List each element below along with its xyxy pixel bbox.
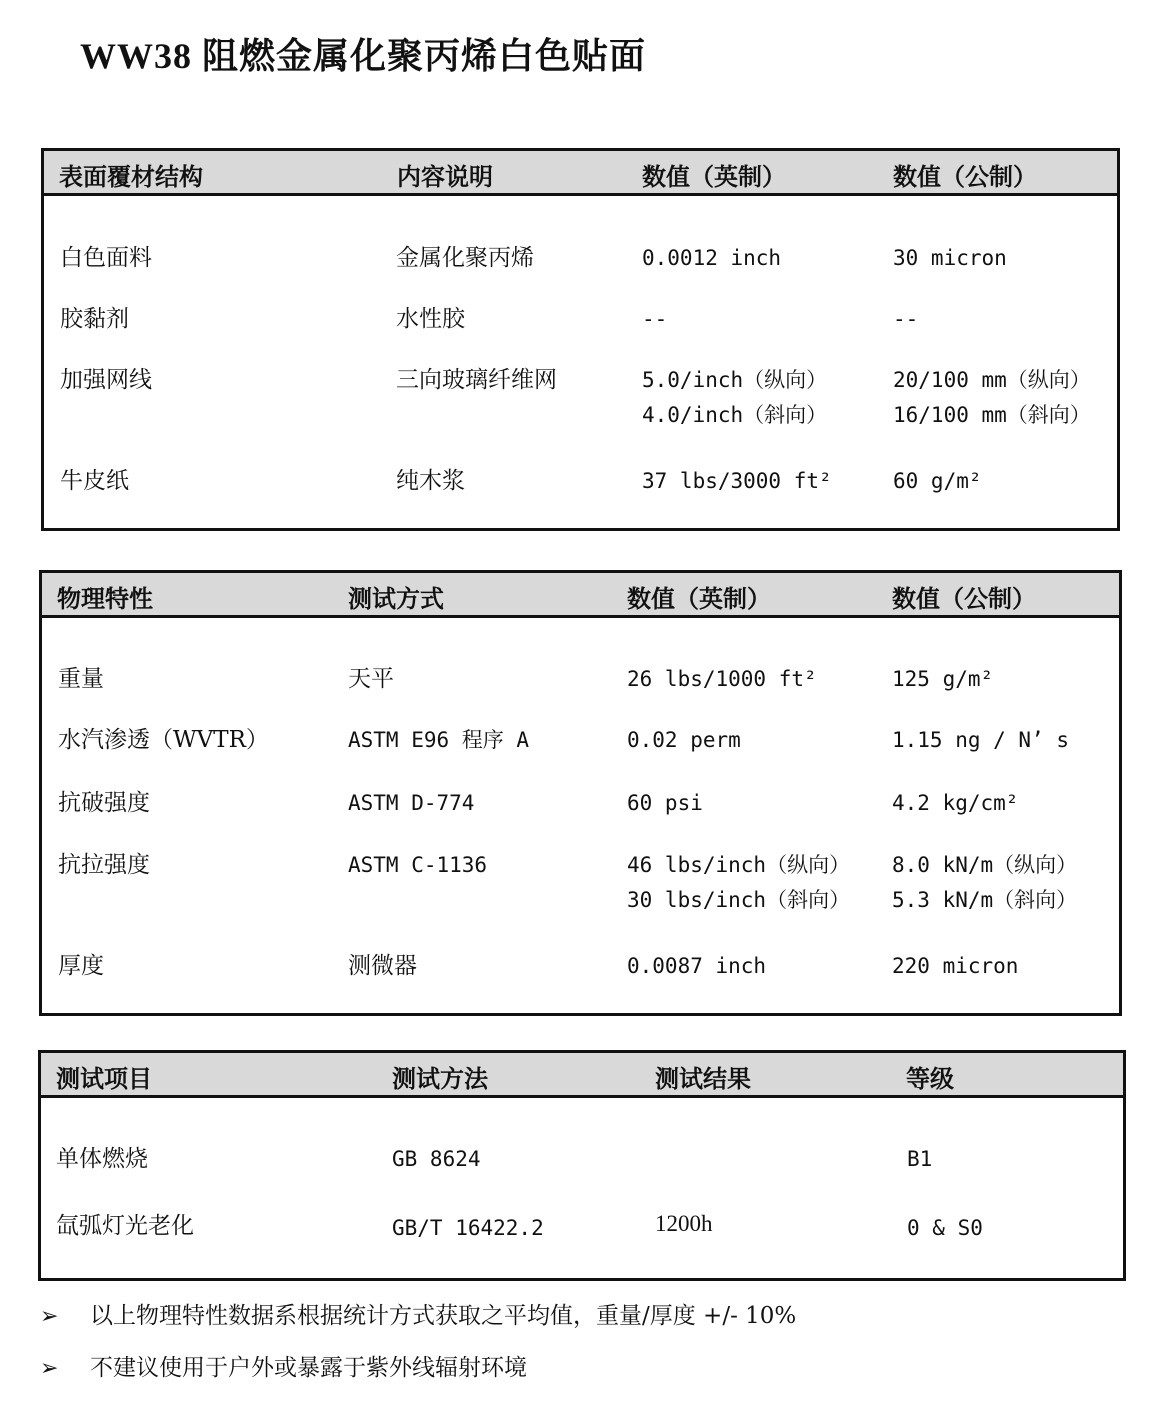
table-cell: GB/T 16422.2: [392, 1216, 544, 1240]
table-cell: 0.0012 inch: [642, 246, 782, 270]
column-header: 测试方式: [348, 585, 444, 613]
table-cell: 1.15 ng / N’ s: [892, 728, 1070, 752]
table-cell: 0.02 perm: [627, 728, 741, 752]
table-cell: 16/100 mm（斜向）: [893, 403, 1091, 427]
footnote: [40, 1297, 796, 1330]
table-cell: 20/100 mm（纵向）: [893, 368, 1091, 392]
table-cell: --: [642, 307, 668, 331]
table-header: [41, 1053, 1123, 1098]
table-cell: 水性胶: [396, 306, 465, 332]
table-cell: 抗破强度: [58, 790, 150, 816]
table-cell: 厚度: [58, 953, 104, 979]
table-cell: ASTM C-1136: [348, 853, 488, 877]
table-cell: 白色面料: [60, 245, 152, 271]
column-header: 数值（英制）: [627, 585, 771, 613]
table-cell: 4.0/inch（斜向）: [642, 403, 828, 427]
footnote-text: 以上物理特性数据系根据统计方式获取之平均值，重量/厚度 +/- 10%: [90, 1303, 797, 1329]
column-header: 测试方法: [392, 1065, 488, 1093]
footnote: [40, 1349, 527, 1382]
column-header: 数值（公制）: [892, 585, 1036, 613]
table-cell: 125 g/m²: [892, 667, 994, 691]
arrow-bullet-icon: ➢: [40, 1356, 59, 1381]
table-cell: GB 8624: [392, 1147, 481, 1171]
table-cell: 26 lbs/1000 ft²: [627, 667, 817, 691]
table-cell: B1: [907, 1147, 933, 1171]
table-header: [44, 151, 1117, 196]
table-cell: 水汽渗透（WVTR）: [58, 727, 269, 753]
table-cell: 加强网线: [60, 367, 152, 393]
table-cell: 1200h: [655, 1211, 713, 1236]
table-cell: 60 g/m²: [893, 469, 982, 493]
column-header: 数值（英制）: [642, 163, 786, 191]
table-cell: 37 lbs/3000 ft²: [642, 469, 832, 493]
table-cell: 天平: [348, 666, 394, 692]
table-cell: ASTM E96 程序 A: [348, 728, 530, 752]
table-cell: 胶黏剂: [60, 306, 129, 332]
column-header: 等级: [906, 1065, 954, 1093]
table-cell: --: [893, 307, 919, 331]
table-cell: 牛皮纸: [60, 468, 129, 494]
structure-table: [41, 148, 1120, 531]
column-header: 表面覆材结构: [59, 163, 203, 191]
table-cell: 三向玻璃纤维网: [396, 367, 557, 393]
table-cell: 5.3 kN/m（斜向）: [892, 888, 1078, 912]
arrow-bullet-icon: ➢: [40, 1304, 59, 1329]
table-cell: 30 micron: [893, 246, 1007, 270]
column-header: 测试项目: [56, 1065, 152, 1093]
table-cell: 0 & S0: [907, 1216, 983, 1240]
table-cell: 氙弧灯光老化: [56, 1213, 194, 1239]
table-cell: 30 lbs/inch（斜向）: [627, 888, 851, 912]
table-cell: 60 psi: [627, 791, 703, 815]
footnote-text: 不建议使用于户外或暴露于紫外线辐射环境: [90, 1355, 527, 1381]
page-title: WW38 阻燃金属化聚丙烯白色贴面: [80, 36, 647, 76]
table-cell: 0.0087 inch: [627, 954, 767, 978]
table-cell: 4.2 kg/cm²: [892, 791, 1019, 815]
table-cell: 抗拉强度: [58, 852, 150, 878]
table-header: [42, 573, 1119, 618]
table-cell: 重量: [58, 666, 104, 692]
column-header: 内容说明: [397, 163, 493, 191]
table-cell: 测微器: [348, 953, 417, 979]
table-cell: 46 lbs/inch（纵向）: [627, 853, 851, 877]
table-cell: 纯木浆: [396, 468, 465, 494]
fire-test-table: [38, 1050, 1126, 1281]
column-header: 测试结果: [655, 1065, 751, 1093]
table-cell: 5.0/inch（纵向）: [642, 368, 828, 392]
physical-properties-table: [39, 570, 1122, 1016]
table-cell: 单体燃烧: [56, 1146, 148, 1172]
table-cell: ASTM D-774: [348, 791, 475, 815]
table-cell: 金属化聚丙烯: [396, 245, 534, 271]
table-cell: 220 micron: [892, 954, 1019, 978]
column-header: 物理特性: [57, 585, 153, 613]
column-header: 数值（公制）: [893, 163, 1037, 191]
table-cell: 8.0 kN/m（纵向）: [892, 853, 1078, 877]
